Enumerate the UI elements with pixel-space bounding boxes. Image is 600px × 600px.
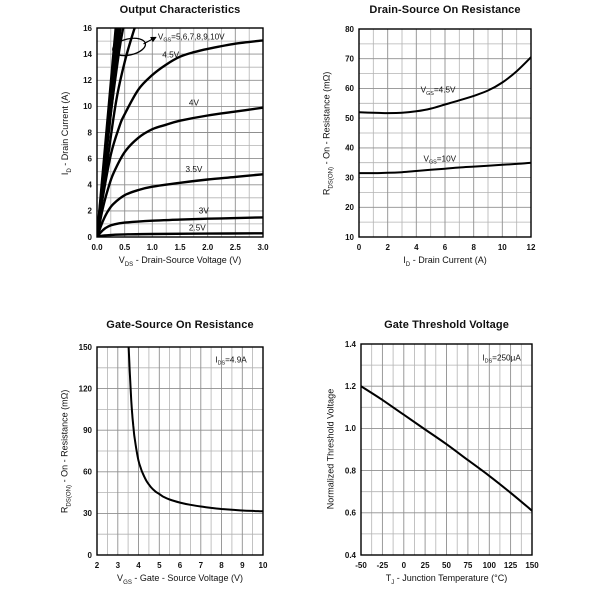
gate-threshold-voltage-chart — [300, 300, 600, 600]
y-tick-label: 1.0 — [344, 424, 356, 434]
y-axis-label: Normalized Threshold Voltage — [325, 388, 335, 509]
annotation-i-ds-4.9a: $I_{DS}=4.9A$ — [215, 355, 247, 367]
y-tick-label: 0 — [87, 550, 92, 560]
y-tick-label: 6 — [87, 154, 92, 164]
x-tick-label: 4 — [414, 243, 419, 252]
x-tick-label: 0.0 — [91, 243, 103, 252]
drain-source-on-resistance-chart — [300, 0, 600, 300]
y-tick-label: 12 — [83, 76, 92, 85]
chart-title: Gate-Source On Resistance — [106, 319, 254, 331]
x-tick-label: 2.5 — [229, 243, 241, 252]
y-tick-label: 50 — [345, 113, 354, 123]
x-tick-label: 12 — [526, 243, 536, 252]
y-tick-label: 70 — [345, 54, 354, 64]
y-tick-label: 40 — [345, 143, 354, 153]
chart-title: Drain-Source On Resistance — [369, 4, 521, 16]
x-tick-label: 0.5 — [119, 243, 131, 252]
y-tick-label: 60 — [83, 467, 92, 477]
x-tick-label: 10 — [258, 561, 268, 570]
y-tick-label: 80 — [345, 24, 354, 34]
annotation-3v: 3V — [198, 206, 209, 216]
x-tick-label: -50 — [355, 561, 367, 570]
x-tick-label: 100 — [482, 561, 496, 570]
annotation-v-gs-4.5v: $V_{GS}=4.5V$ — [420, 85, 456, 97]
y-tick-label: 1.2 — [344, 382, 356, 391]
gate-source-on-resistance-chart — [0, 300, 300, 600]
y-tick-label: 1.4 — [344, 339, 356, 349]
y-axis-label: $R_{DS(ON)}$ - On - Resistance (mΩ) — [59, 389, 73, 514]
x-tick-label: 1.5 — [174, 243, 186, 252]
annotation-arrow — [144, 37, 156, 44]
x-tick-label: 2.0 — [202, 243, 214, 252]
x-tick-label: 125 — [503, 561, 518, 570]
y-tick-label: 0.6 — [344, 508, 356, 518]
y-tick-label: 30 — [345, 173, 354, 183]
x-axis-label: $I_D$ - Drain Current (A) — [403, 255, 487, 268]
x-tick-label: 7 — [198, 561, 204, 570]
x-tick-label: 2 — [94, 561, 100, 570]
annotation-v-gs-10v: $V_{GS}=10V$ — [423, 154, 457, 166]
y-tick-label: 120 — [78, 384, 92, 394]
x-tick-label: 10 — [497, 243, 507, 252]
y-tick-label: 10 — [345, 232, 354, 242]
x-tick-label: 6 — [442, 243, 448, 252]
x-tick-label: 9 — [240, 561, 245, 570]
x-tick-label: 0 — [356, 243, 362, 252]
x-tick-label: 150 — [525, 561, 539, 570]
x-tick-label: 6 — [177, 561, 183, 570]
y-tick-label: 30 — [83, 509, 92, 519]
x-axis-label: $V_{DS}$ - Drain-Source Voltage (V) — [118, 255, 242, 268]
y-tick-label: 16 — [83, 23, 92, 33]
gate-threshold-voltage-plot — [300, 300, 600, 600]
y-tick-label: 8 — [87, 128, 92, 138]
y-tick-label: 60 — [345, 84, 354, 94]
chart-title: Output Characteristics — [119, 4, 241, 16]
y-axis-label: $R_{DS(ON)}$ - On - Resistance (mΩ) — [321, 71, 335, 196]
x-tick-label: -25 — [376, 561, 389, 570]
y-tick-label: 0 — [87, 232, 92, 242]
x-tick-label: 4 — [136, 561, 141, 570]
x-tick-label: 75 — [463, 561, 473, 570]
annotation-v-gs-5-6-7-8-9-10v: $V_{GS}=5,6,7,8,9,10V$ — [157, 32, 225, 44]
y-tick-label: 20 — [345, 203, 354, 213]
y-tick-label: 150 — [78, 342, 92, 352]
y-tick-label: 14 — [83, 49, 92, 59]
x-tick-label: 2 — [385, 243, 390, 252]
y-tick-label: 90 — [83, 426, 92, 435]
x-tick-label: 8 — [219, 561, 224, 570]
x-tick-label: 3.0 — [257, 243, 269, 252]
y-axis-label: $I_D$ - Drain Current (A) — [59, 91, 73, 175]
gate-source-on-resistance-plot — [0, 300, 300, 600]
y-tick-label: 0.8 — [344, 466, 356, 476]
y-tick-label: 4 — [87, 180, 92, 190]
output-characteristics-chart — [0, 0, 300, 300]
x-tick-label: 0 — [401, 561, 407, 570]
x-tick-label: 8 — [471, 243, 476, 252]
x-tick-label: 3 — [115, 561, 121, 570]
chart-title: Gate Threshold Voltage — [384, 319, 509, 331]
annotation-4.5v: 4.5V — [162, 50, 180, 60]
x-tick-label: 5 — [157, 561, 162, 570]
annotation-2.5v: 2.5V — [188, 223, 206, 233]
annotation-4v: 4V — [188, 98, 199, 108]
x-tick-label: 50 — [442, 561, 451, 570]
x-tick-label: 25 — [420, 561, 430, 570]
annotation-3.5v: 3.5V — [185, 164, 203, 174]
x-tick-label: 1.0 — [146, 243, 158, 252]
y-tick-label: 2 — [87, 206, 92, 216]
annotation-i-ds-250-a: $I_{DS}=250\mu A$ — [482, 353, 521, 365]
x-axis-label: $V_{GS}$ - Gate - Source Voltage (V) — [117, 573, 243, 586]
y-tick-label: 0.4 — [344, 550, 356, 560]
y-tick-label: 10 — [83, 102, 92, 112]
x-axis-label: $T_J$ - Junction Temperature (°C) — [385, 573, 508, 586]
